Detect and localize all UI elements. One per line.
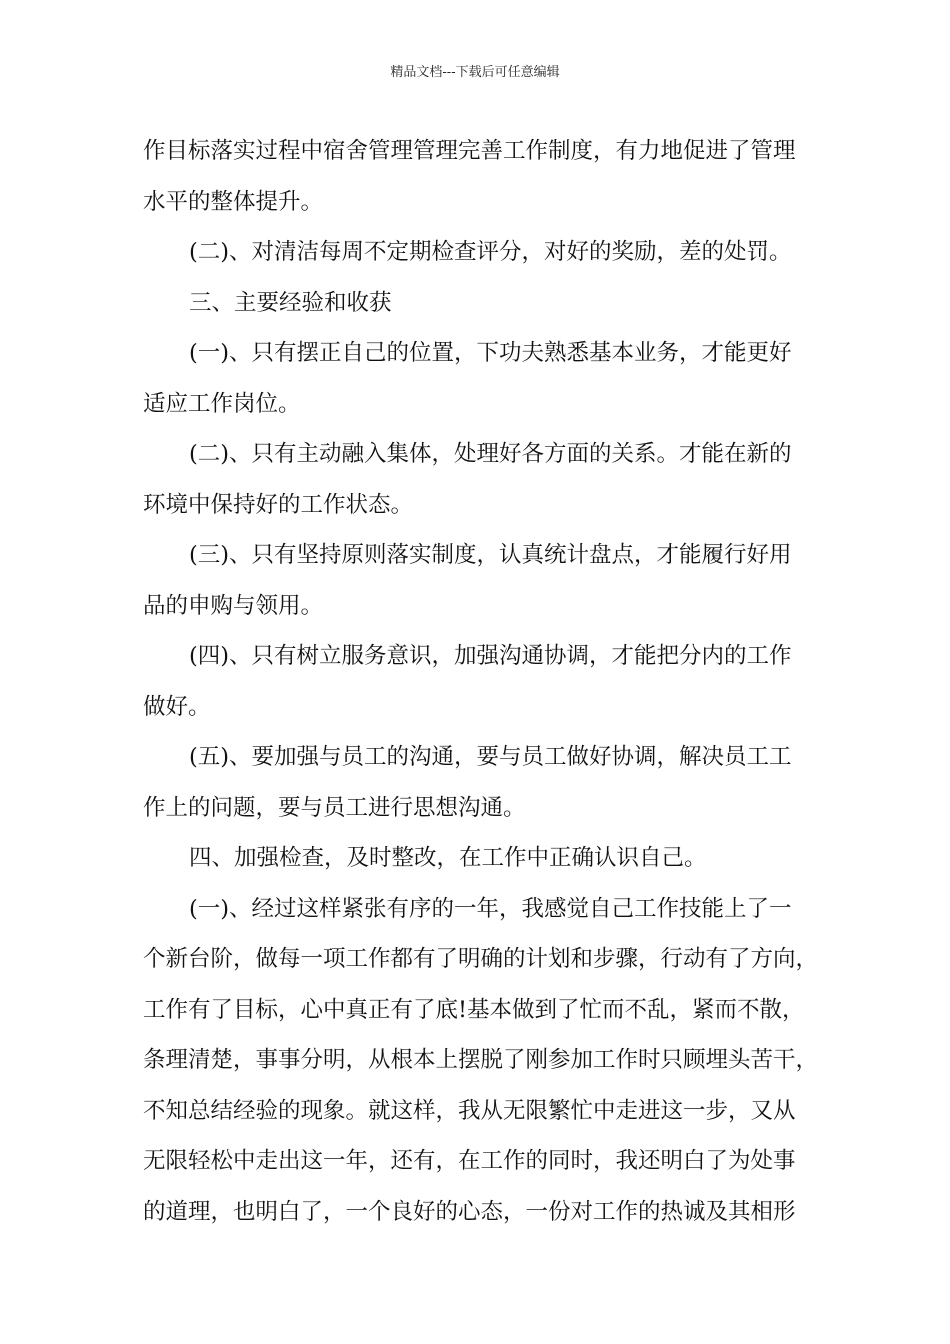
text-line: (四)、只有树立服务意识，加强沟通协调，才能把分内的工作: [189, 643, 792, 669]
text-line: 的道理，也明白了，一个良好的心态，一份对工作的热诚及其相形: [143, 1198, 796, 1225]
text-line: 作上的问题，要与员工进行思想沟通。: [143, 794, 526, 821]
text-line: (二)、只有主动融入集体，处理好各方面的关系。才能在新的: [189, 441, 792, 467]
text-line: 适应工作岗位。: [143, 390, 301, 417]
text-line: (三)、只有坚持原则落实制度，认真统计盘点，才能履行好用: [189, 542, 792, 568]
document-body: [143, 126, 819, 1237]
text-line: 无限轻松中走出这一年，还有，在工作的同时，我还明白了为处事: [143, 1148, 796, 1174]
text-line: 水平的整体提升。: [143, 188, 324, 215]
text-line: (五)、要加强与员工的沟通，要与员工做好协调，解决员工工: [189, 744, 792, 770]
section-heading: 四、加强检查，及时整改，在工作中正确认识自己。: [189, 845, 707, 871]
section-heading: 三、主要经验和收获: [189, 289, 392, 316]
text-line: (一)、只有摆正自己的位置，下功夫熟悉基本业务，才能更好: [189, 340, 792, 366]
text-line: 不知总结经验的现象。就这样，我从无限繁忙中走进这一步，又从: [143, 1097, 796, 1124]
page-header: 精品文档---下载后可任意编辑: [390, 65, 560, 80]
text-line: 条理清楚，事事分明，从根本上摆脱了刚参加工作时只顾埋头苦干，: [143, 1047, 819, 1073]
text-line: 工作有了目标，心中真正有了底!基本做到了忙而不乱，紧而不散，: [143, 996, 805, 1023]
text-line: 做好。: [143, 693, 211, 720]
text-line: (一)、经过这样紧张有序的一年，我感觉自己工作技能上了一: [189, 895, 792, 922]
text-line: 个新台阶，做每一项工作都有了明确的计划和步骤，行动有了方向，: [143, 946, 819, 972]
text-line: 环境中保持好的工作状态。: [143, 491, 414, 518]
text-line: (二)、对清洁每周不定期检查评分，对好的奖励，差的处罚。: [189, 239, 792, 265]
text-line: 作目标落实过程中宿舍管理管理完善工作制度，有力地促进了管理: [143, 138, 796, 164]
text-line: 品的申购与领用。: [143, 592, 324, 619]
